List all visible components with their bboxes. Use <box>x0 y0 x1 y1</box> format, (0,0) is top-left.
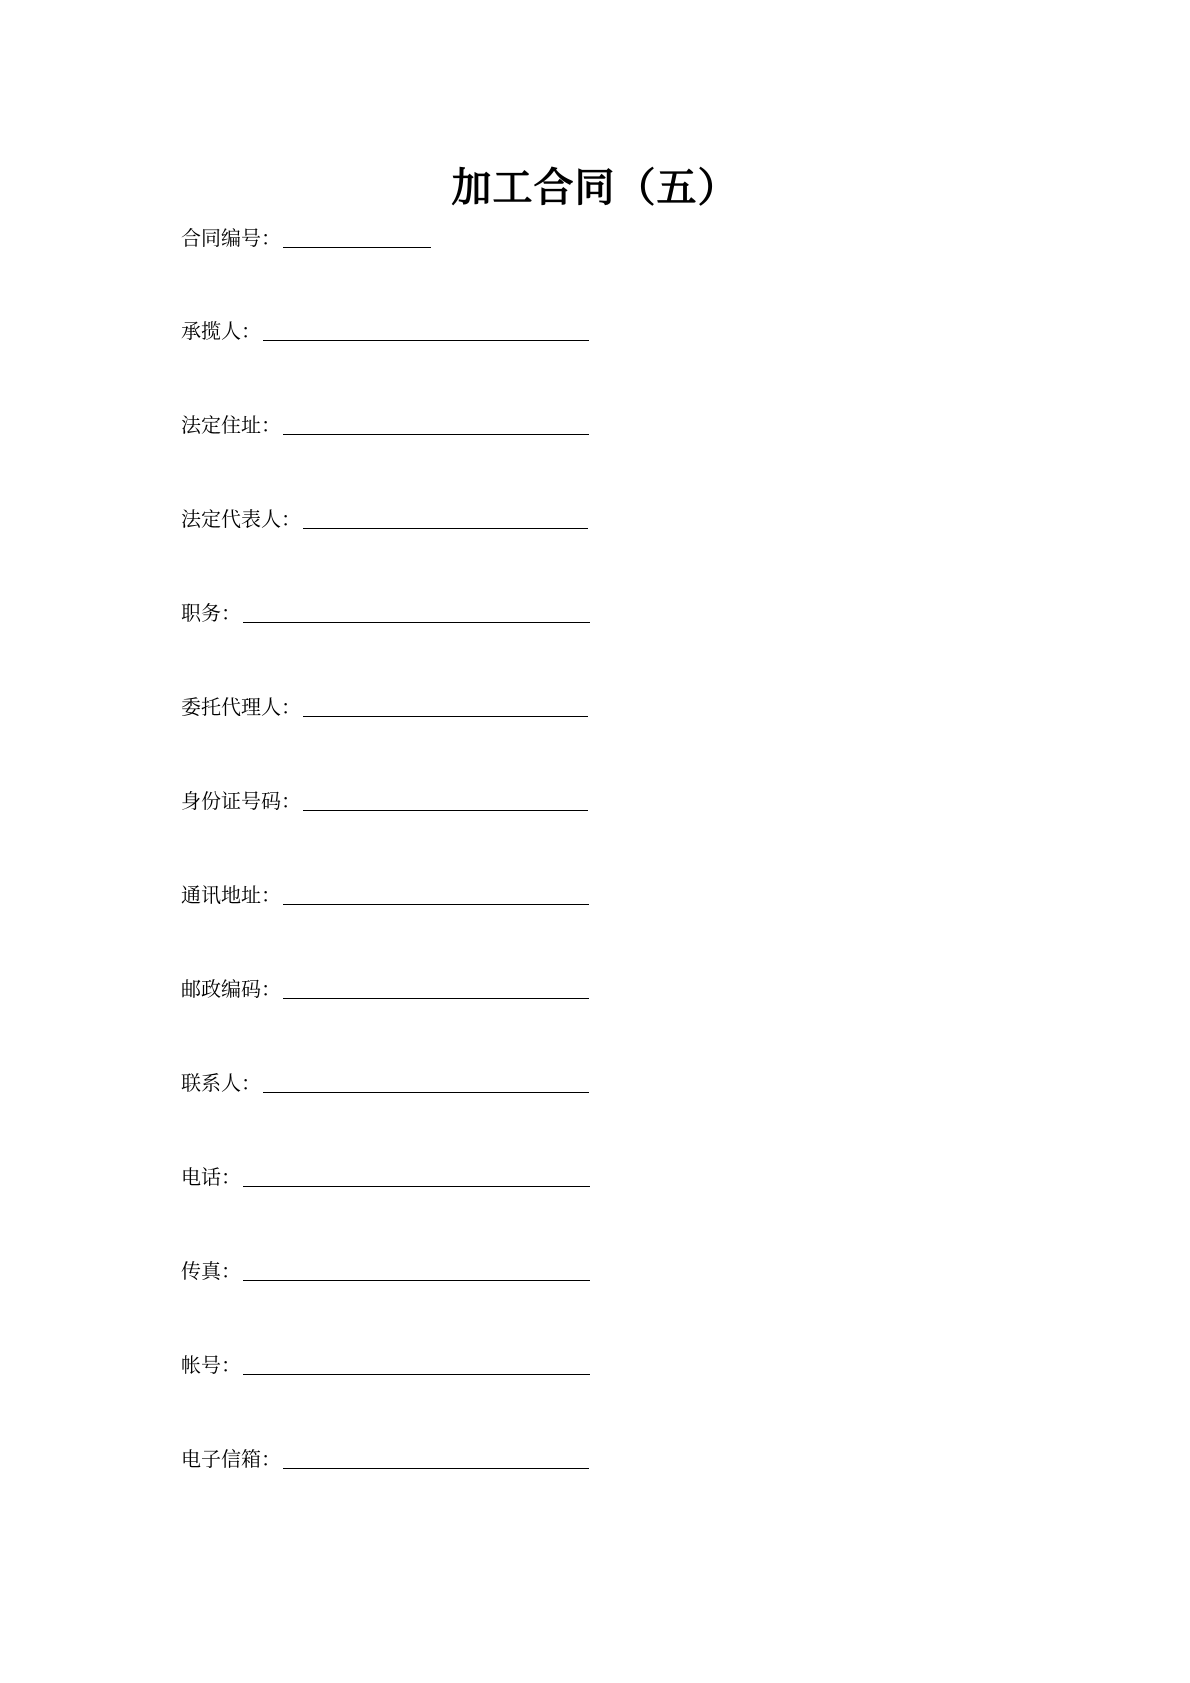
field-row-fax <box>181 1254 590 1284</box>
field-blank-postal-code[interactable] <box>283 976 589 999</box>
field-label-legal-representative: 法定代表人： <box>181 507 301 531</box>
field-blank-position[interactable] <box>243 600 590 623</box>
field-label-fax: 传真： <box>181 1259 241 1283</box>
contract-number-label: 合同编号： <box>181 226 281 250</box>
field-blank-contact-person[interactable] <box>263 1070 589 1093</box>
field-row-legal-address <box>181 408 589 438</box>
field-row-position <box>181 596 590 626</box>
field-blank-mailing-address[interactable] <box>283 882 589 905</box>
field-row-email <box>181 1442 589 1472</box>
field-label-postal-code: 邮政编码： <box>181 977 281 1001</box>
field-blank-legal-representative[interactable] <box>303 506 588 529</box>
field-row-account <box>181 1348 590 1378</box>
field-label-contractor: 承揽人： <box>181 319 261 343</box>
field-blank-contractor[interactable] <box>263 318 589 341</box>
field-row-id-number <box>181 784 588 814</box>
field-blank-legal-address[interactable] <box>283 412 589 435</box>
field-row-postal-code <box>181 972 589 1002</box>
field-label-authorized-agent: 委托代理人： <box>181 695 301 719</box>
field-blank-id-number[interactable] <box>303 788 588 811</box>
field-label-id-number: 身份证号码： <box>181 789 301 813</box>
field-label-phone: 电话： <box>181 1165 241 1189</box>
contract-number-blank[interactable] <box>283 225 431 248</box>
field-blank-fax[interactable] <box>243 1258 590 1281</box>
field-blank-account[interactable] <box>243 1352 590 1375</box>
field-row-contractor <box>181 314 589 344</box>
field-row-phone <box>181 1160 590 1190</box>
field-row-legal-representative <box>181 502 588 532</box>
field-blank-phone[interactable] <box>243 1164 590 1187</box>
field-label-mailing-address: 通讯地址： <box>181 883 281 907</box>
field-label-legal-address: 法定住址： <box>181 413 281 437</box>
field-blank-email[interactable] <box>283 1446 589 1469</box>
field-row-authorized-agent <box>181 690 588 720</box>
field-row-mailing-address <box>181 878 589 908</box>
field-label-account: 帐号： <box>181 1353 241 1377</box>
field-label-position: 职务： <box>181 601 241 625</box>
field-label-email: 电子信箱： <box>181 1447 281 1471</box>
field-row-contact-person <box>181 1066 589 1096</box>
field-blank-authorized-agent[interactable] <box>303 694 588 717</box>
contract-number-row <box>181 221 431 251</box>
document-title: 加工合同（五） <box>451 164 739 211</box>
field-label-contact-person: 联系人： <box>181 1071 261 1095</box>
